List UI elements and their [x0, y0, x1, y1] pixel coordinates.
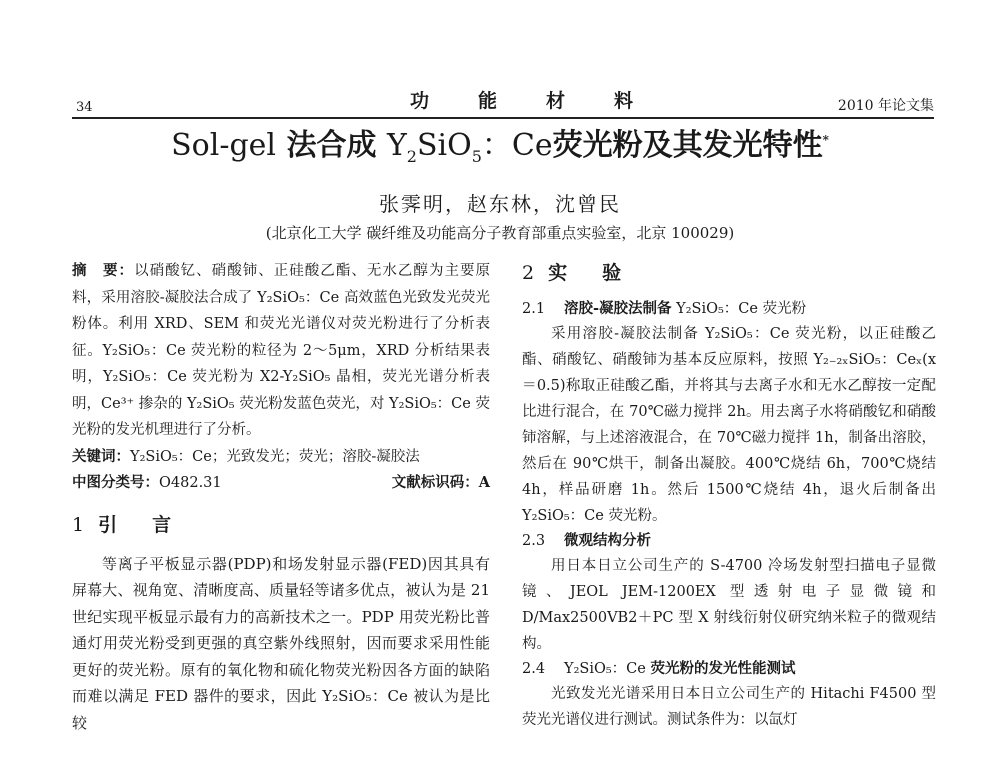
keywords-label: 关键词：: [72, 447, 130, 465]
classification-label: 中图分类号：: [72, 473, 159, 491]
section-1-text: 等离子平板显示器(PDP)和场发射显示器(FED)因其具有屏幕大、视角宽、清晰度高、质量轻等诸多优点，被认为是 21 世纪实现平板显示最有力的高新技术之一。PDP 用荧光粉比普通灯用荧光粉受到更强的真空紫外线照射，因而要求采用性能更好的荧光粉。原有的氧化物和硫化物荧光粉因各方面的缺陷而难以满足 FED 器件的要求，因此 Y₂SiO₅：Ce 被认为是比较: [72, 554, 490, 732]
abstract-text: 以硝酸钇、硝酸铈、正硅酸乙酯、无水乙醇为主要原料，采用溶胶-凝胶法合成了 Y₂SiO₅：Ce 高效蓝色光致发光荧光粉体。利用 XRD、SEM 和荧光光谱仪对荧光粉进行了分析表征。Y₂SiO₅：Ce 荧光粉的粒径为 2～5μm，XRD 分析结果表明，Y₂SiO₅：Ce 荧光粉为 X2-Y₂SiO₅ 晶相，荧光光谱分析表明，Ce³⁺ 掺杂的 Y₂SiO₅ 荧光粉发蓝色荧光，对 Y₂SiO₅：Ce 荧光粉的发光机理进行了分析。: [72, 263, 490, 438]
section-2-heading: 2 实 验: [522, 262, 630, 284]
classification: [72, 470, 490, 496]
subsection-2-3-text: 用日本日立公司生产的 S-4700 冷场发射型扫描电子显微镜、JEOL JEM-1200EX 型透射电子显微镜和 D/Max2500VB2＋PC 型 X 射线衍射仪研究纳米粒子的微观结构。: [522, 558, 936, 652]
title-part2: 荧光粉及其发光特性: [552, 128, 823, 163]
journal-char: 料: [614, 90, 636, 112]
affiliation: (北京化工大学 碳纤维及功能高分子教育部重点实验室，北京 100029): [265, 224, 735, 242]
right-column: [522, 258, 936, 733]
header-rule: [72, 117, 934, 119]
document-id: 文献标识码：A: [391, 473, 490, 491]
keywords: [72, 444, 490, 470]
journal-char: 能: [478, 90, 500, 112]
subsection-2-1-text: 采用溶胶-凝胶法制备 Y₂SiO₅：Ce 荧光粉，以正硅酸乙酯、硝酸钇、硝酸铈为基本反应原料，按照 Y₂₋₂ₓSiO₅：Ceₓ(x＝0.5)称取正硅酸乙酯，并将其与去离子水和无水乙醇按一定配比进行混合，在 70℃磁力搅拌 2h。用去离子水将硝酸钇和硝酸铈溶解，与上述溶液混合，在 70℃磁力搅拌 1h，制备出溶胶，然后在 90℃烘干，制备出凝胶。400℃烧结 6h，700℃烧结 4h，样品研磨 1h。然后 1500℃烧结 4h，退火后制备出 Y₂SiO₅：Ce 荧光粉。: [522, 326, 936, 524]
authors: 张霁明，赵东林，沈曾民: [379, 192, 621, 216]
left-column: [72, 258, 490, 736]
journal-char: 材: [546, 90, 568, 112]
title-footnote-mark: *: [822, 133, 829, 147]
title-formula: $Y_2SiO_5$: [386, 128, 482, 166]
page-number: 34: [76, 100, 93, 115]
keywords-text: Y₂SiO₅：Ce；光致发光；荧光；溶胶-凝胶法: [130, 448, 420, 465]
journal-char: 功: [410, 90, 432, 112]
paper-title: [0, 120, 1000, 166]
classification-value: O482.31: [159, 474, 222, 491]
journal-name: [410, 86, 730, 113]
subsection-2-1-heading: 2.1 溶胶-凝胶法制备 Y₂SiO₅：Ce 荧光粉: [522, 300, 807, 317]
abstract-label: 摘 要：: [72, 262, 135, 279]
year-collection: 2010 年论文集: [837, 98, 934, 114]
abstract: [72, 258, 490, 444]
title-dopant: ：Ce: [481, 128, 553, 163]
title-part1: 法合成: [286, 128, 377, 163]
subsection-2-4-heading: 2.4 Y₂SiO₅：Ce 荧光粉的发光性能测试: [522, 660, 796, 677]
section-1-heading: 1 引 言: [72, 513, 180, 536]
subsection-2-4-text: 光致发光光谱采用日本日立公司生产的 Hitachi F4500 型荧光光谱仪进行测试。测试条件为：以氙灯: [522, 686, 936, 728]
subsection-2-3-heading: 2.3 微观结构分析: [522, 532, 651, 549]
title-prefix: Sol-gel: [171, 128, 277, 163]
